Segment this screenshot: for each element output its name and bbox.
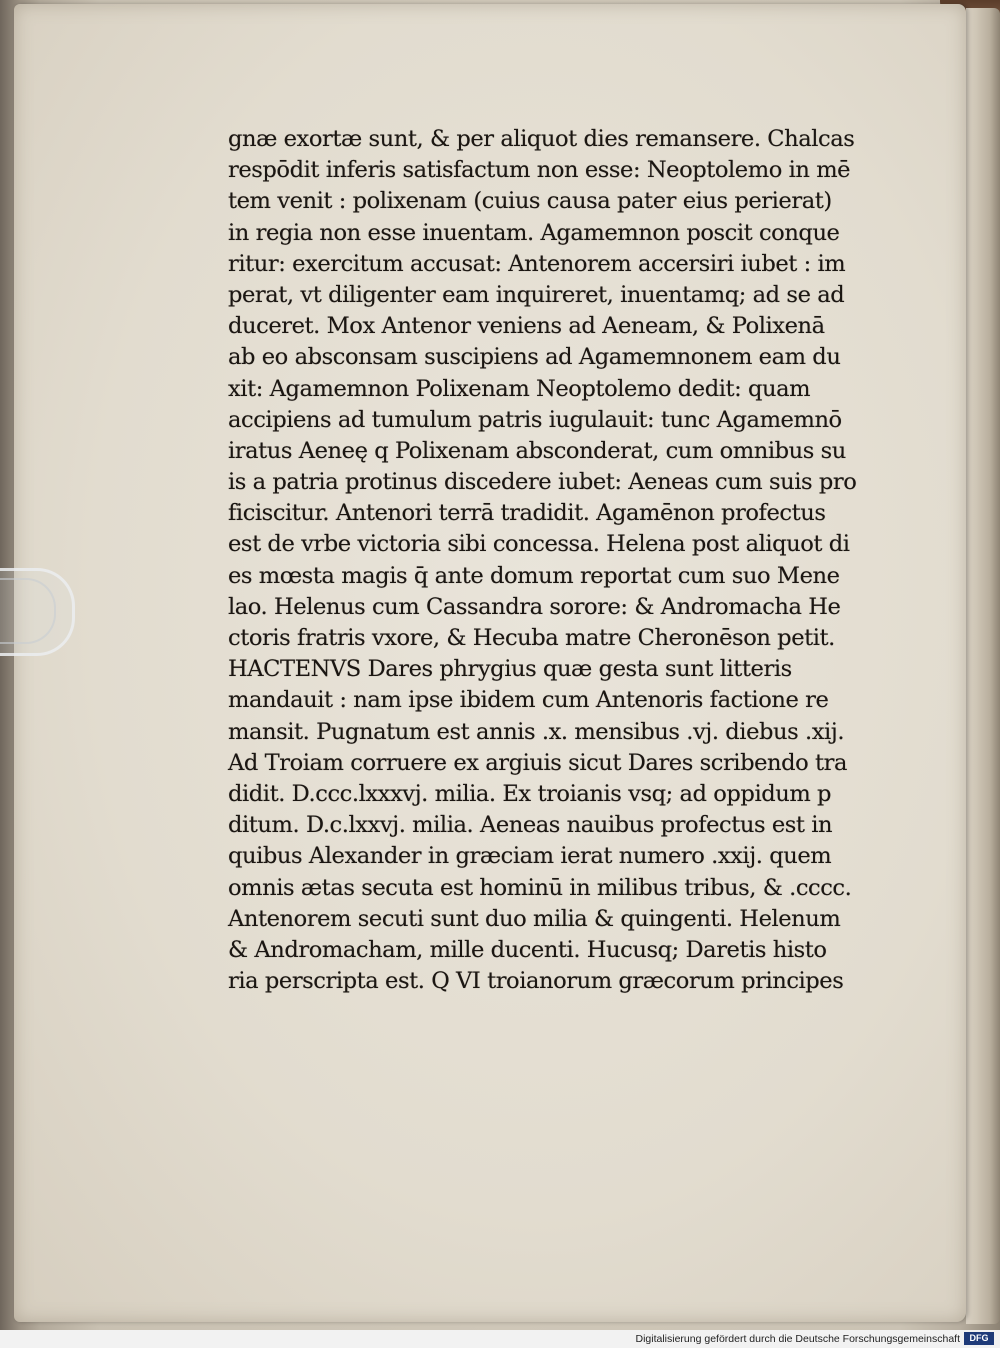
text-line: perat, vt diligenter eam inquireret, inuentamq; ad se ad — [228, 281, 845, 308]
text-line: ditum. D.c.lxxvj. milia. Aeneas nauibus profectus est in — [228, 812, 833, 839]
text-line: didit. D.ccc.lxxxvj. milia. Ex troianis vsq; ad oppidum p — [228, 780, 832, 807]
text-line: duceret. Mox Antenor veniens ad Aeneam, & Polixenā — [228, 313, 825, 340]
text-line: ria perscripta est. Q VI troianorum græcorum principes — [228, 968, 844, 995]
text-line: ritur: exercitum accusat: Antenorem accersiri iubet : im — [228, 250, 846, 277]
text-line: mansit. Pugnatum est annis .x. mensibus .vj. diebus .xij. — [228, 718, 845, 745]
text-line: in regia non esse inuentam. Agamemnon poscit conque — [228, 219, 840, 246]
text-line: es mœsta magis q̄ ante domum reportat cum suo Mene — [228, 562, 840, 589]
page-clip-inner — [0, 578, 56, 644]
dfg-logo: DFG — [964, 1332, 994, 1345]
text-line: omnis ætas secuta est hominū in milibus tribus, & .cccc. — [228, 874, 852, 901]
text-line: respōdit inferis satisfactum non esse: Neoptolemo in mē — [228, 157, 851, 184]
page-fore-edge — [966, 8, 1000, 1324]
text-line: tem venit : polixenam (cuius causa pater eius perierat) — [228, 188, 832, 215]
text-line: quibus Alexander in græciam ierat numero .xxij. quem — [228, 843, 832, 870]
text-line: ctoris fratris vxore, & Hecuba matre Cheronēson petit. — [228, 625, 835, 651]
text-line: is a patria protinus discedere iubet: Aeneas cum suis pro — [228, 469, 857, 496]
body-text-block — [228, 124, 878, 997]
text-line: est de vrbe victoria sibi concessa. Helena post aliquot di — [228, 531, 850, 558]
funding-credit: Digitalisierung gefördert durch die Deutsche Forschungsgemeinschaft — [635, 1333, 960, 1345]
text-line: lao. Helenus cum Cassandra sorore: & Andromacha He — [228, 593, 841, 620]
text-line: & Andromacham, mille ducenti. Hucusq; Daretis histo — [228, 936, 827, 963]
text-line: Antenorem secuti sunt duo milia & quingenti. Helenum — [228, 905, 841, 932]
digitization-footer — [0, 1330, 1000, 1348]
text-line: HACTENVS Dares phrygius quæ gesta sunt litteris — [228, 656, 792, 683]
text-line: ab eo absconsam suscipiens ad Agamemnonem eam du — [228, 344, 841, 371]
text-line: iratus Aeneę q Polixenam absconderat, cum omnibus su — [228, 437, 846, 464]
text-line: Ad Troiam corruere ex argiuis sicut Dares scribendo tra — [228, 749, 848, 776]
text-line: ficiscitur. Antenori terrā tradidit. Agamēnon profectus — [228, 500, 826, 527]
text-line: accipiens ad tumulum patris iugulauit: tunc Agamemnō — [228, 406, 842, 433]
text-line: xit: Agamemnon Polixenam Neoptolemo dedit: quam — [228, 375, 811, 402]
text-line: mandauit : nam ipse ibidem cum Antenoris factione re — [228, 687, 829, 714]
text-line: gnæ exortæ sunt, & per aliquot dies remansere. Chalcas — [228, 126, 855, 152]
